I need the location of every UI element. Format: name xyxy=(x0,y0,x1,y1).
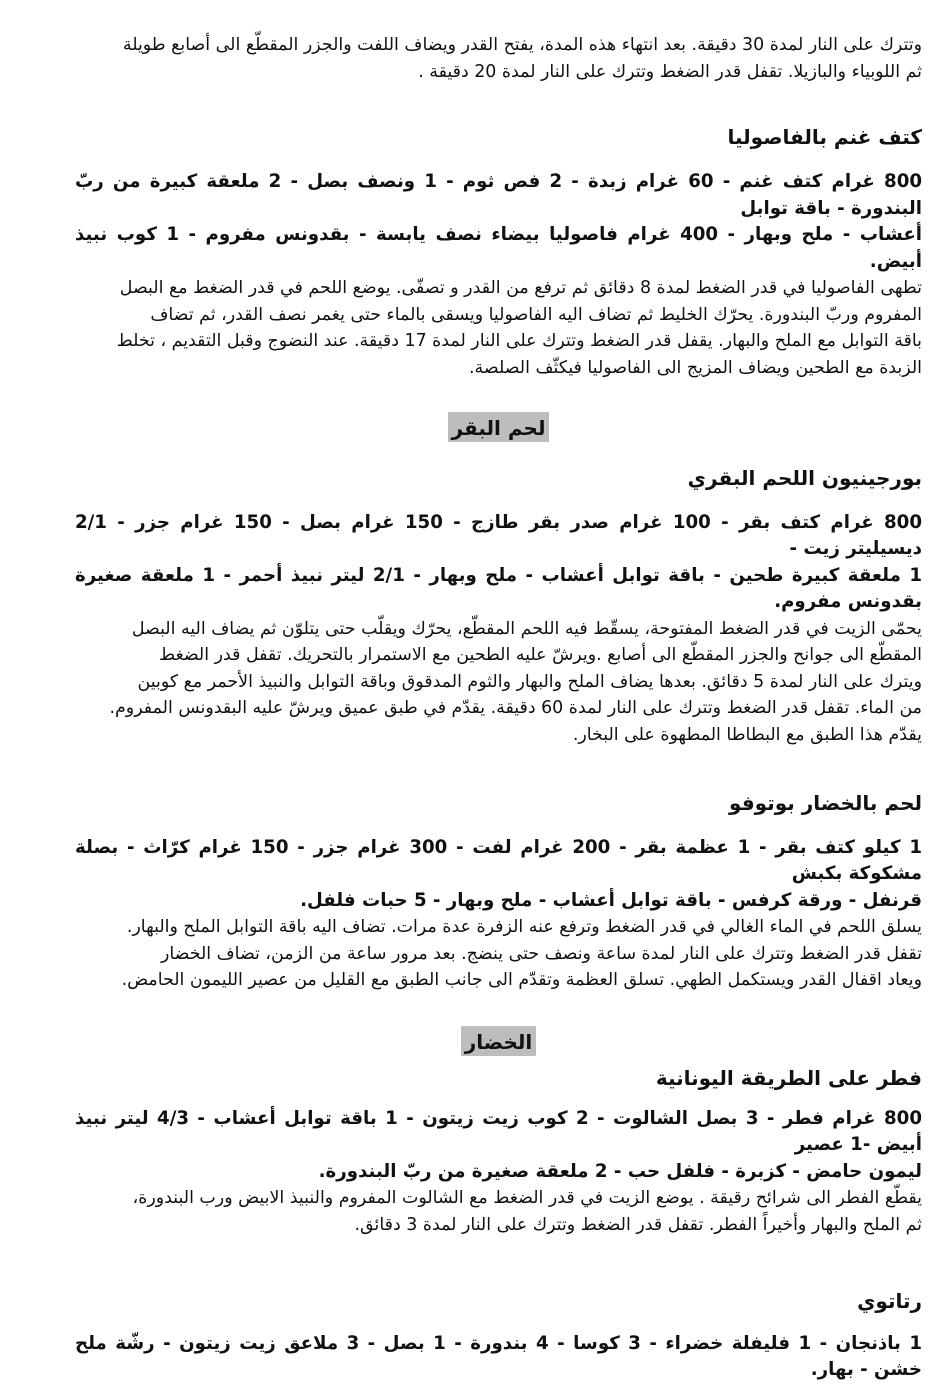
method-line: ويترك على النار لمدة 5 دقائق. بعدها يضاف الملح والبهار والثوم المدقوق وباقة التوابل والنبيذ الأحمر مع كوبين xyxy=(137,671,922,692)
method-line: باقة التوابل مع الملح والبهار. يقفل قدر الضغط وتترك على النار لمدة 17 دقيقة. عند النضوج وقبل التقديم ، تخلط xyxy=(116,331,922,352)
ingredients-line: قرنفل - ورقة كرفس - باقة توابل أعشاب - ملح وبهار - 5 حبات فلفل. xyxy=(300,889,922,911)
ingredients-line: 800 غرام فطر - 3 بصل الشالوت - 2 كوب زيت زيتون - 1 باقة توابل أعشاب - 4/3 ليتر نبيذ أبيض -1 عصير xyxy=(75,1107,922,1156)
method xyxy=(75,914,922,994)
method-line: يحمّى الزيت في قدر الضغط المفتوحة، يسقّط فيه اللحم المقطّع، يحرّك ويقلّب حتى يتلوّن ثم يضاف اليه البصل xyxy=(131,618,922,639)
method-line: المقطّع الى جوانح والجزر المقطّع الى أصابع .ويرشّ عليه الطحين مع الاستمرار بالتحريك. تقفل قدر الضغط xyxy=(158,645,922,666)
ingredients-line: أعشاب - ملح وبهار - 400 غرام فاصوليا بيضاء نصف يابسة - بقدونس مفروم - 1 كوب نبيذ أبيض. xyxy=(75,224,922,272)
recipe-title: كتف غنم بالفاصوليا xyxy=(727,125,922,150)
intro-line: ثم اللوبياء والبازيلا. تقفل قدر الضغط وتترك على النار لمدة 20 دقيقة . xyxy=(418,61,922,82)
recipe-title: فطر على الطريقة اليونانية xyxy=(655,1065,922,1090)
ingredients xyxy=(75,1331,922,1384)
ingredients xyxy=(75,169,922,275)
recipe-title: رتاتوي xyxy=(857,1288,922,1313)
ingredients-line: 800 غرام كتف غنم - 60 غرام زبدة - 2 فص ثوم - 1 ونصف بصل - 2 ملعقة كبيرة من ربّ البندورة - باقة توابل xyxy=(75,171,923,219)
method-line: تقفل قدر الضغط وتترك على النار لمدة ساعة ونصف حتى ينضج. بعد مرور ساعة من الزمن، تضاف الخضار xyxy=(160,943,922,964)
section-heading: لحم البقر xyxy=(448,412,550,442)
ingredients-line: 1 باذنجان - 1 فليفلة خضراء - 3 كوسا - 4 بندورة - 1 بصل - 3 ملاعق زيت زيتون - رشّة ملح خشن - بهار. xyxy=(75,1332,922,1380)
intro-line: وتترك على النار لمدة 30 دقيقة. بعد انتهاء هذه المدة، يفتح القدر ويضاف اللفت والجزر المقطّع الى أصابع طويلة xyxy=(122,35,922,55)
method-line: الزبدة مع الطحين ويضاف المزيج الى الفاصوليا فيكثّف الصلصة. xyxy=(469,357,922,378)
method-line: يقدّم هذا الطبق مع البطاطا المطهوة على البخار. xyxy=(572,724,922,745)
method-line: ويعاد اقفال القدر ويستكمل الطهي. تسلق العظمة وتقدّم الى جانب الطبق مع القليل من عصير الليمون الحامض. xyxy=(121,970,922,991)
section-heading-vegetables xyxy=(75,1026,922,1056)
recipe-title: لحم بالخضار بوتوفو xyxy=(729,790,922,815)
method-line: المفروم وربّ البندورة. يحرّك الخليط ثم تضاف اليه الفاصوليا ويسقى بالماء حتى يغمر نصف القدر، ثم تضاف xyxy=(150,304,922,325)
method-line: يقطّع الفطر الى شرائح رقيقة . يوضع الزيت في قدر الضغط مع الشالوت المفروم والنبيذ الابيض ورب البندورة، xyxy=(132,1188,922,1209)
recipe-pot-au-feu xyxy=(75,789,922,994)
recipe-greek-mushrooms xyxy=(75,1064,922,1239)
ingredients xyxy=(75,510,922,616)
recipe-title: بورجينيون اللحم البقري xyxy=(687,465,922,490)
method-line: ثم الملح والبهار وأخيراً الفطر. تقفل قدر الضغط وتترك على النار لمدة 3 دقائق. xyxy=(354,1214,922,1235)
ingredients-line: ليمون حامض - كزبرة - فلفل حب - 2 ملعقة صغيرة من ربّ البندورة. xyxy=(318,1160,922,1182)
section-heading-beef xyxy=(75,412,922,442)
method xyxy=(75,275,922,381)
section-heading: الخضار xyxy=(461,1026,537,1056)
method xyxy=(75,616,922,749)
method-line: تطهى الفاصوليا في قدر الضغط لمدة 8 دقائق ثم ترفع من القدر و تصفّى. يوضع اللحم في قدر الضغط مع البصل xyxy=(119,278,922,299)
recipe-lamb-beans xyxy=(75,123,922,381)
ingredients-line: 1 ملعقة كبيرة طحين - باقة توابل أعشاب - ملح وبهار - 2/1 ليتر نبيذ أحمر - 1 ملعقة صغيرة بقدونس مفروم. xyxy=(75,564,922,613)
ingredients-line: 1 كيلو كتف بقر - 1 عظمة بقر - 200 غرام لفت - 300 غرام جزر - 150 غرام كرّاث - بصلة مشكوكة بكبش xyxy=(75,836,922,885)
method-line: من الماء. تقفل قدر الضغط وتترك على النار لمدة 60 دقيقة. يقدّم في طبق عميق ويرشّ عليه البقدونس المفروم. xyxy=(109,698,922,719)
ingredients-line: 800 غرام كتف بقر - 100 غرام صدر بقر طازج - 150 غرام بصل - 150 غرام جزر - 2/1 ديسيليتر زيت - xyxy=(75,511,922,560)
ingredients xyxy=(75,1106,922,1186)
recipe-beef-bourguignon xyxy=(75,464,922,749)
ingredients xyxy=(75,835,922,915)
intro-paragraph xyxy=(75,32,922,85)
recipe-ratatouille xyxy=(75,1287,922,1384)
method-line: يسلق اللحم في الماء الغالي في قدر الضغط وترفع عنه الزفرة عدة مرات. تضاف اليه باقة التوابل الملح والبهار. xyxy=(126,917,922,938)
method xyxy=(75,1185,922,1238)
